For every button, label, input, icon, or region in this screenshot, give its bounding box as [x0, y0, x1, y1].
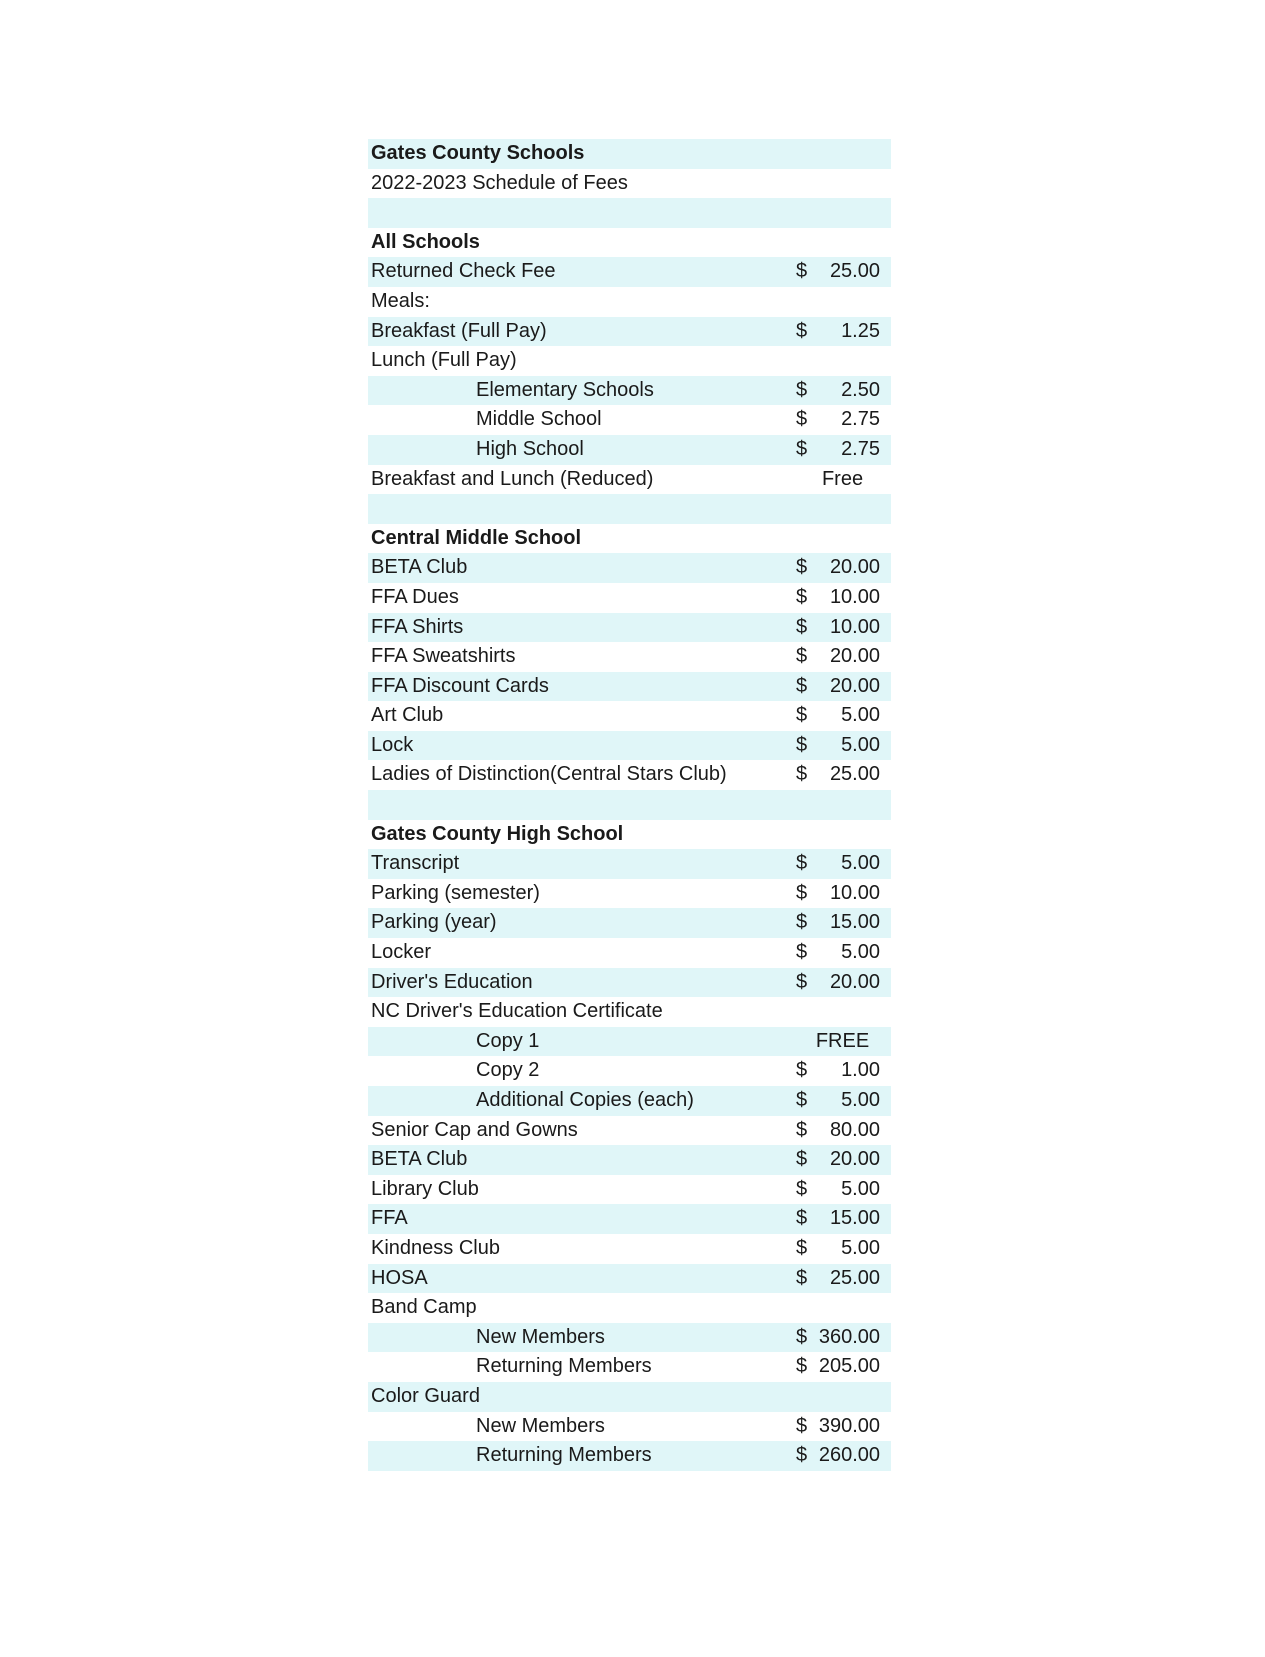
fee-text-value: Free	[821, 467, 864, 490]
fee-amount: 260.00	[818, 1444, 880, 1467]
fee-label: Middle School	[476, 408, 602, 431]
fee-row	[368, 1293, 891, 1323]
fee-label: Parking (semester)	[371, 881, 540, 904]
currency-symbol: $	[796, 1089, 808, 1111]
fee-row	[368, 1352, 891, 1382]
fee-row	[368, 938, 891, 968]
fee-amount: 25.00	[829, 1266, 880, 1289]
currency-symbol: $	[796, 704, 808, 727]
currency-symbol: $	[796, 1325, 808, 1348]
fee-label: Ladies of Distinction(Central Stars Club)	[371, 763, 727, 786]
currency-symbol: $	[796, 615, 808, 638]
section-header-row	[368, 228, 891, 258]
fee-label: Library Club	[371, 1177, 479, 1200]
currency-symbol: $	[796, 674, 808, 697]
currency-symbol: $	[796, 1355, 808, 1378]
fee-row	[368, 583, 891, 613]
currency-symbol: $	[796, 260, 808, 283]
currency-symbol: $	[796, 1266, 808, 1289]
fee-row	[368, 1027, 891, 1057]
fee-row	[368, 1204, 891, 1234]
fee-row	[368, 849, 891, 879]
fee-amount: 10.00	[829, 881, 880, 904]
fee-label: Locker	[371, 941, 432, 964]
fee-row	[368, 257, 891, 287]
fee-label: Breakfast (Full Pay)	[371, 319, 547, 342]
section-header-row	[368, 524, 891, 554]
currency-symbol: $	[796, 1444, 808, 1467]
fee-amount: 1.00	[841, 1059, 880, 1082]
fee-amount: 205.00	[818, 1355, 880, 1378]
currency-symbol: $	[796, 319, 808, 342]
fee-label: Copy 1	[476, 1029, 540, 1052]
fee-label: Lock	[371, 733, 414, 756]
fee-label: Transcript	[371, 852, 460, 875]
fee-amount: 20.00	[829, 556, 880, 579]
currency-symbol: $	[796, 645, 808, 668]
fee-amount: 10.00	[829, 615, 880, 638]
fee-amount: 390.00	[818, 1414, 880, 1437]
fee-amount: 15.00	[829, 1207, 880, 1230]
spacer-row	[368, 790, 891, 820]
fee-label: Returning Members	[476, 1444, 652, 1467]
fee-label: Meals:	[371, 289, 430, 312]
fee-amount: 2.75	[841, 437, 880, 460]
spacer-row	[368, 198, 891, 228]
fee-row	[368, 1145, 891, 1175]
currency-symbol: $	[796, 1177, 808, 1200]
fee-row	[368, 1234, 891, 1264]
fee-row	[368, 1116, 891, 1146]
fee-amount: 5.00	[841, 1089, 880, 1111]
fee-label: BETA Club	[371, 1148, 468, 1171]
fee-row	[368, 968, 891, 998]
currency-symbol: $	[796, 585, 808, 608]
fee-amount: 2.50	[841, 378, 880, 401]
fee-row	[368, 553, 891, 583]
currency-symbol: $	[796, 437, 808, 460]
fee-label: Additional Copies (each)	[476, 1089, 694, 1111]
currency-symbol: $	[796, 881, 808, 904]
fee-row	[368, 908, 891, 938]
fee-label: Art Club	[371, 704, 444, 727]
spacer-row	[368, 494, 891, 524]
fee-amount: 5.00	[841, 1236, 880, 1259]
fee-text-value: FREE	[815, 1029, 870, 1052]
fee-label: New Members	[476, 1325, 605, 1348]
fee-amount: 5.00	[841, 704, 880, 727]
fee-amount: 5.00	[841, 852, 880, 875]
fee-amount: 20.00	[829, 970, 880, 993]
fee-row	[368, 1441, 891, 1471]
fee-row	[368, 1086, 891, 1116]
fee-label: NC Driver's Education Certificate	[371, 1000, 663, 1023]
fee-row	[368, 1323, 891, 1353]
section-title: Gates County Schools	[371, 142, 585, 164]
fee-label: Copy 2	[476, 1059, 540, 1082]
fee-label: Returned Check Fee	[371, 260, 556, 283]
fee-label: Breakfast and Lunch (Reduced)	[371, 467, 654, 490]
fee-label: FFA Sweatshirts	[371, 645, 516, 668]
currency-symbol: $	[796, 763, 808, 786]
fee-row	[368, 879, 891, 909]
currency-symbol: $	[796, 1414, 808, 1437]
currency-symbol: $	[796, 911, 808, 934]
fee-label: BETA Club	[371, 556, 468, 579]
currency-symbol: $	[796, 1059, 808, 1082]
fee-label: Color Guard	[371, 1384, 480, 1407]
fee-row	[368, 465, 891, 495]
fee-label: New Members	[476, 1414, 605, 1437]
fee-row	[368, 731, 891, 761]
currency-symbol: $	[796, 941, 808, 964]
fee-label: 2022-2023 Schedule of Fees	[371, 171, 628, 194]
currency-symbol: $	[796, 556, 808, 579]
currency-symbol: $	[796, 970, 808, 993]
fee-row	[368, 1175, 891, 1205]
fee-row	[368, 405, 891, 435]
currency-symbol: $	[796, 1207, 808, 1230]
fee-row	[368, 1056, 891, 1086]
fee-row	[368, 672, 891, 702]
fee-row	[368, 346, 891, 376]
fee-row	[368, 1382, 891, 1412]
fee-row	[368, 376, 891, 406]
currency-symbol: $	[796, 1148, 808, 1171]
fee-amount: 25.00	[829, 763, 880, 786]
fee-row	[368, 435, 891, 465]
fee-label: Lunch (Full Pay)	[371, 349, 517, 372]
fee-label: Senior Cap and Gowns	[371, 1118, 578, 1141]
fee-label: FFA Shirts	[371, 615, 464, 638]
fee-label: Parking (year)	[371, 911, 497, 934]
fee-amount: 2.75	[841, 408, 880, 431]
section-header-row	[368, 820, 891, 850]
currency-symbol: $	[796, 1236, 808, 1259]
fee-schedule-sheet	[368, 139, 891, 1471]
currency-symbol: $	[796, 733, 808, 756]
fee-label: FFA Dues	[371, 585, 459, 608]
fee-row	[368, 1264, 891, 1294]
currency-symbol: $	[796, 1118, 808, 1141]
fee-label: Elementary Schools	[476, 378, 654, 401]
fee-amount: 15.00	[829, 911, 880, 934]
fee-row	[368, 701, 891, 731]
section-title: Central Middle School	[371, 526, 582, 549]
currency-symbol: $	[796, 408, 808, 431]
fee-amount: 20.00	[829, 674, 880, 697]
fee-amount: 25.00	[829, 260, 880, 283]
fee-label: Band Camp	[371, 1296, 477, 1319]
fee-label: FFA Discount Cards	[371, 674, 549, 697]
fee-label: HOSA	[371, 1266, 428, 1289]
fee-row	[368, 613, 891, 643]
section-title: Gates County High School	[371, 822, 624, 845]
fee-amount: 360.00	[818, 1325, 880, 1348]
currency-symbol: $	[796, 852, 808, 875]
fee-row	[368, 287, 891, 317]
fee-row	[368, 997, 891, 1027]
fee-amount: 80.00	[829, 1118, 880, 1141]
fee-row	[368, 317, 891, 347]
fee-row	[368, 169, 891, 199]
fee-label: Returning Members	[476, 1355, 652, 1378]
fee-label: Kindness Club	[371, 1236, 500, 1259]
fee-label: FFA	[371, 1207, 408, 1230]
fee-amount: 5.00	[841, 941, 880, 964]
fee-row	[368, 1412, 891, 1442]
fee-amount: 5.00	[841, 1177, 880, 1200]
section-title: All Schools	[371, 230, 480, 253]
fee-amount: 10.00	[829, 585, 880, 608]
fee-amount: 5.00	[841, 733, 880, 756]
fee-amount: 20.00	[829, 1148, 880, 1171]
currency-symbol: $	[796, 378, 808, 401]
fee-label: High School	[476, 437, 584, 460]
fee-label: Driver's Education	[371, 970, 533, 993]
fee-row	[368, 760, 891, 790]
fee-amount: 20.00	[829, 645, 880, 668]
section-header-row	[368, 139, 891, 169]
fee-row	[368, 642, 891, 672]
fee-amount: 1.25	[841, 319, 880, 342]
